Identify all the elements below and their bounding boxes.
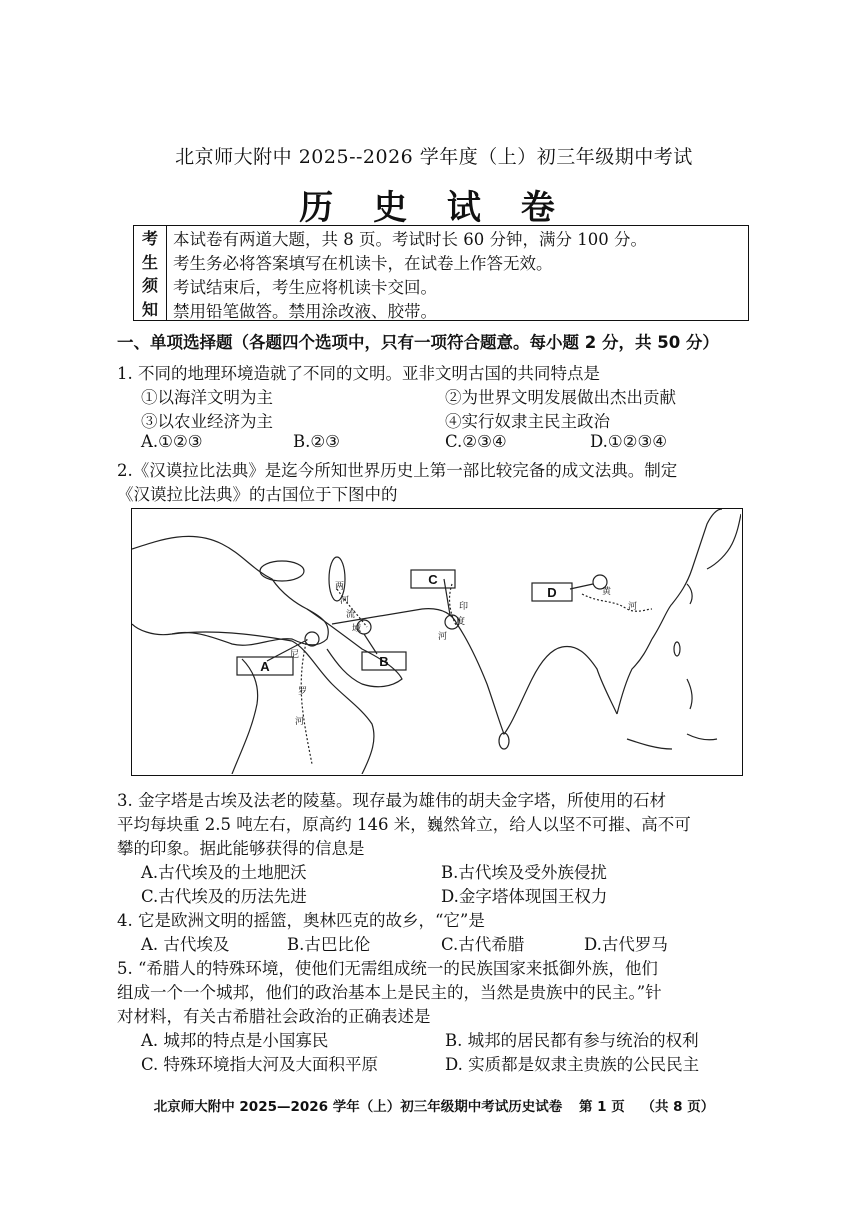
asia-south-coast [332, 609, 617, 734]
question-3-choice-a: A.古代埃及的土地肥沃 [141, 863, 307, 882]
question-3-line: 攀的印象。据此能够获得的信息是 [117, 839, 365, 858]
marker-a [305, 632, 319, 646]
question-1-statement: ③以农业经济为主 [141, 412, 273, 431]
korea-peninsula [687, 584, 692, 604]
footer-title: 北京师大附中 2025—2026 学年（上）初三年级期中考试历史试卷 [153, 1099, 563, 1115]
question-1-choice-c: C.②③④ [445, 432, 507, 451]
nile-char: 尼 [290, 650, 300, 660]
question-5-choice-b: B. 城邦的居民都有参与统治的权利 [445, 1031, 699, 1050]
philippines [687, 679, 692, 709]
question-4-stem: 4. 它是欧洲文明的摇篮，奥林匹克的故乡，“它”是 [117, 911, 485, 930]
question-1-statement: ②为世界文明发展做出杰出贡献 [445, 388, 676, 407]
mesopotamia-char: 河 [340, 596, 350, 606]
notice-lines [167, 226, 748, 320]
map-label-a: A [260, 659, 270, 674]
indus-char: 河 [438, 632, 448, 642]
question-2-line: 2.《汉谟拉比法典》是迄今所知世界历史上第一部比较完备的成文法典。制定 [117, 461, 678, 480]
candidate-notice-box [133, 225, 749, 321]
taiwan [674, 642, 680, 656]
indus-char: 度 [456, 617, 466, 627]
mesopotamia-char: 流 [346, 610, 356, 620]
notice-side-char: 知 [141, 299, 158, 319]
page-footer [0, 1095, 868, 1115]
indonesia-islands [627, 734, 717, 749]
question-5-choice-d: D. 实质都是奴隶主贵族的公民民主 [445, 1055, 700, 1074]
question-3-choice-b: B.古代埃及受外族侵扰 [441, 863, 607, 882]
question-4-choice-b: B.古巴比伦 [287, 935, 371, 954]
yellow-river [582, 594, 652, 611]
question-5-line: 5. “希腊人的特殊环境，使他们无需组成统一的民族国家来抵御外族，他们 [117, 959, 658, 978]
question-1-choice-d: D.①②③④ [590, 432, 668, 451]
notice-side-char: 须 [141, 276, 158, 296]
sea-peninsula [617, 639, 652, 714]
map-label-d: D [547, 585, 557, 600]
world-map [131, 508, 743, 776]
black-sea [260, 561, 304, 581]
mesopotamia-char: 两 [335, 582, 345, 592]
school-title: 北京师大附中 2025--2026 学年度（上）初三年级期中考试 [175, 146, 693, 168]
pointer-a [267, 641, 305, 661]
europe-coast [132, 536, 328, 645]
map-label-b: B [379, 654, 389, 669]
notice-line: 禁用铅笔做答。禁用涂改液、胶带。 [173, 302, 437, 321]
yellow-river-char: 河 [628, 602, 638, 612]
mesopotamia-char: 域 [352, 624, 362, 634]
china-coast [652, 509, 722, 639]
exam-main-title: 历 史 试 卷 [299, 188, 569, 228]
question-1-choice-b: B.②③ [293, 432, 340, 451]
question-5-choice-a: A. 城邦的特点是小国寡民 [141, 1031, 329, 1050]
africa-inner-coast [232, 659, 258, 774]
japan-islands [707, 514, 741, 569]
pointer-d [570, 584, 593, 589]
nile-char: 河 [295, 717, 305, 727]
section-heading: 一、单项选择题（各题四个选项中，只有一项符合题意。每小题 2 分，共 50 分） [117, 333, 719, 352]
question-1-statement: ①以海洋文明为主 [141, 388, 273, 407]
question-5-line: 组成一个一个城邦，他们的政治基本上是民主的，当然是贵族中的民主。”针 [117, 983, 662, 1002]
caspian-sea [329, 557, 345, 601]
question-3-line: 3. 金字塔是古埃及法老的陵墓。现存最为雄伟的胡夫金字塔，所使用的石材 [117, 791, 666, 810]
question-1-choice-a: A.①②③ [141, 432, 203, 451]
question-4-choice-c: C.古代希腊 [441, 935, 525, 954]
question-3-choice-c: C.古代埃及的历法先进 [141, 887, 307, 906]
question-4-choice-d: D.古代罗马 [584, 935, 668, 954]
question-1-statement: ④实行奴隶主民主政治 [445, 412, 610, 431]
africa-coast [172, 632, 374, 774]
sri-lanka [499, 733, 509, 749]
question-3-line: 平均每块重 2.5 吨左右，原高约 146 米，巍然耸立，给人以坚不可摧、高不可 [117, 815, 691, 834]
footer-total-pages: （共 8 页） [641, 1099, 715, 1115]
yellow-river-char: 黄 [602, 587, 612, 597]
map-drawing [132, 509, 741, 774]
question-5-choice-c: C. 特殊环境指大河及大面积平原 [141, 1055, 379, 1074]
notice-line: 本试卷有两道大题，共 8 页。考试时长 60 分钟，满分 100 分。 [173, 230, 647, 249]
notice-side-label [134, 226, 167, 320]
notice-side-char: 生 [141, 252, 158, 272]
notice-line: 考试结束后，考生应将机读卡交回。 [173, 278, 437, 297]
question-2-line: 《汉谟拉比法典》的古国位于下图中的 [117, 485, 398, 504]
question-1-stem: 1. 不同的地理环境造就了不同的文明。亚非文明古国的共同特点是 [117, 364, 600, 383]
notice-line: 考生务必将答案填写在机读卡，在试卷上作答无效。 [173, 254, 553, 273]
map-label-c: C [428, 572, 438, 587]
indus-char: 印 [459, 602, 469, 612]
question-4-choice-a: A. 古代埃及 [141, 935, 230, 954]
footer-page-number: 第 1 页 [578, 1099, 625, 1115]
question-3-choice-d: D.金字塔体现国王权力 [441, 887, 608, 906]
nile-char: 罗 [298, 687, 308, 697]
mesopotamia-rivers [337, 589, 367, 627]
question-5-line: 对材料，有关古希腊社会政治的正确表述是 [117, 1007, 431, 1026]
notice-side-char: 考 [141, 229, 158, 249]
